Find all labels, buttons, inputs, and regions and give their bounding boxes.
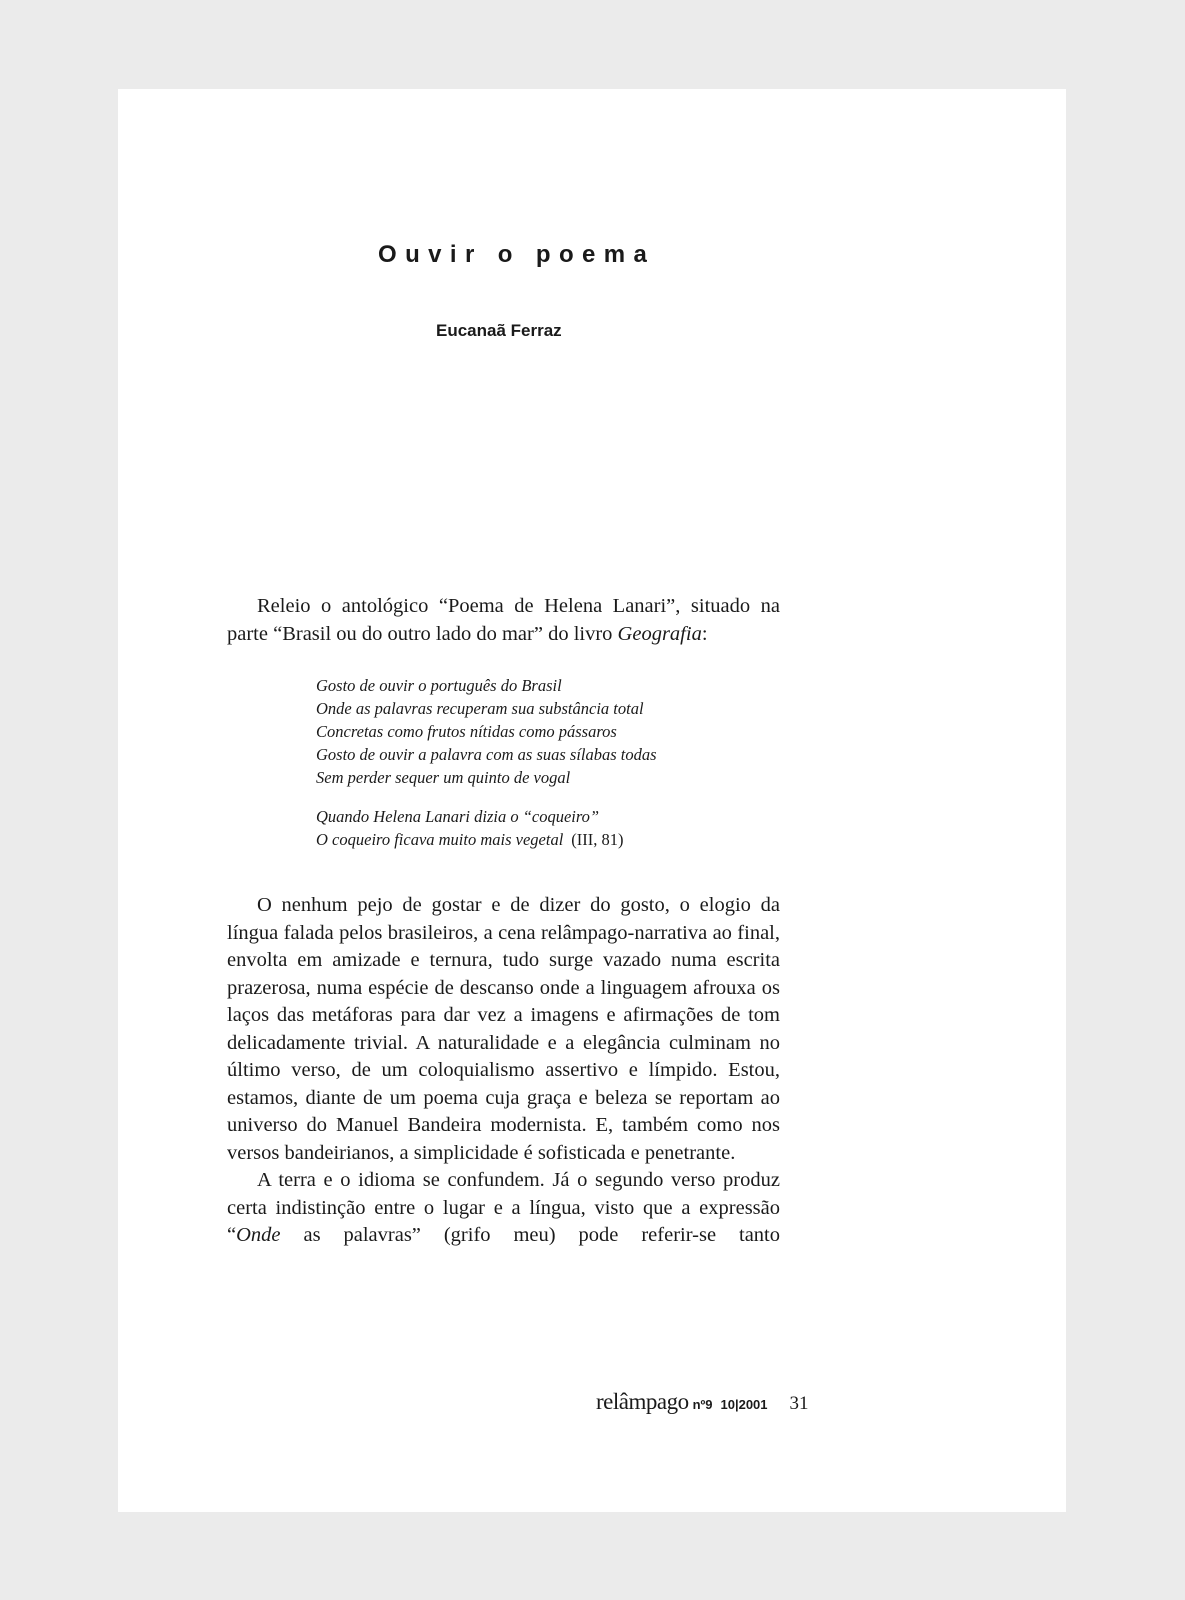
book-title: Geografia: [617, 622, 702, 645]
issue-date: 10|2001: [720, 1397, 768, 1412]
intro-line-1: Releio o antológico “Poema de Helena Lanari”, situado na: [257, 595, 780, 617]
poem-verse: Gosto de ouvir a palavra com as suas sílabas todas: [316, 745, 657, 764]
article-title: Ouvir o poema: [378, 241, 656, 268]
body-paragraph-1: O nenhum pejo de gostar e de dizer do gosto, o elogio da língua falada pelos brasileiros, a cena relâmpago-narrativa ao final, envolta em amizade e ternura, tudo surge vazado numa escrita prazerosa, numa espécie de descanso onde a linguagem afrouxa os laços das metáforas para dar vez a imagens e afirmações de tom delicadamente trivial. A naturalidade e a elegância culminam no último verso, de um coloquialismo assertivo e límpido. Estou, estamos, diante de um poema cuja graça e beleza se reportam ao universo do Manuel Bandeira modernista. E, também como nos versos bandeirianos, a simplicidade é sofisticada e penetrante.: [227, 894, 780, 1164]
poem-verse: Gosto de ouvir o português do Brasil: [316, 676, 562, 695]
poem-stanza-2: [316, 805, 657, 851]
intro-line-2: parte “Brasil ou do outro lado do mar” do livro: [227, 622, 618, 645]
poem-citation: (III, 81): [571, 830, 624, 849]
emphasis-word: Onde: [236, 1224, 281, 1246]
intro-colon: :: [701, 622, 708, 645]
poem-quote: [316, 674, 657, 867]
document-page: [118, 89, 1066, 1512]
page-number: 31: [789, 1393, 809, 1414]
issue-number: nº9: [692, 1397, 713, 1412]
poem-verse-text: O coqueiro ficava muito mais vegetal: [316, 830, 564, 849]
poem-verse: Onde as palavras recuperam sua substância total: [316, 699, 644, 718]
poem-verse: Concretas como frutos nítidas como pássaros: [316, 722, 617, 741]
page-footer: [596, 1389, 809, 1415]
paragraph-2-text-a: A terra e o idioma se confundem. Já o segundo verso produz certa indistinção entre o lugar e a língua, visto que a expressão “: [227, 1169, 780, 1246]
article-author: Eucanaã Ferraz: [436, 321, 562, 340]
paragraph-2-text-b: as palavras” (grifo meu) pode referir-se tanto: [280, 1224, 780, 1246]
journal-name: relâmpago: [596, 1389, 689, 1414]
poem-verse: Sem perder sequer um quinto de vogal: [316, 768, 571, 787]
intro-paragraph: [227, 593, 780, 648]
body-text: [227, 892, 780, 1250]
body-paragraph-2: [227, 1167, 780, 1250]
poem-verse-last: [316, 828, 657, 851]
poem-verse: Quando Helena Lanari dizia o “coqueiro”: [316, 807, 600, 826]
poem-stanza-1: [316, 674, 657, 789]
